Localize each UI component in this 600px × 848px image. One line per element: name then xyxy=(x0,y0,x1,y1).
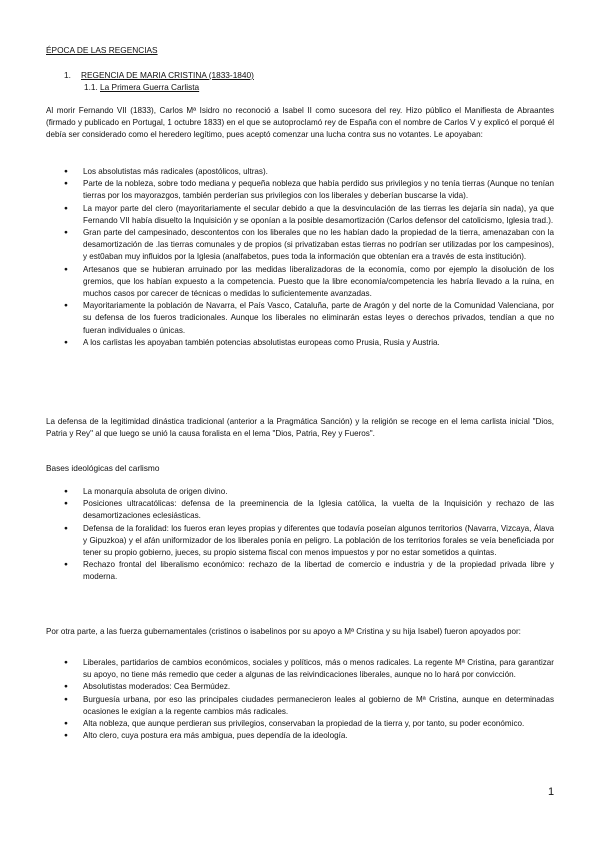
list-item: ● Mayoritariamente la población de Navarra, el País Vasco, Cataluña, parte de Aragón y del norte de la Comunidad Valenciana, por su defensa de los fueros tradicionales. Aunque los liberales no eliminarán estas leyes o derechos privados, tendían a que no fueran individuales o únicas. xyxy=(0,300,600,337)
government-intro-paragraph: Por otra parte, a las fuerza gubernamentales (cristinos o isabelinos por su apoyo a Mª Cristina y su hija Isabel) fueron apoyados por: xyxy=(46,627,521,636)
document-title: ÉPOCA DE LAS REGENCIAS xyxy=(46,45,158,55)
list-item: ● Posiciones ultracatólicas: defensa de la preeminencia de la Iglesia católica, la vuelta de la Inquisición y rechazo de las desamortizaciones eclesiásticas. xyxy=(0,498,600,522)
section-heading-text: REGENCIA DE MARIA CRISTINA (1833-1840) xyxy=(81,70,254,80)
ideological-bases-list xyxy=(0,486,600,584)
list-item: ● A los carlistas les apoyaban también potencias absolutistas europeas como Prusia, Rusia y Austria. xyxy=(0,337,600,349)
subsection-number: 1.1. xyxy=(84,82,98,92)
bases-title: Bases ideológicas del carlismo xyxy=(46,463,160,473)
list-item: ● La mayor parte del clero (mayoritariamente el secular debido a que la desvinculación de las tierras les dejaría sin nada), ya que Fernando VII había disuelto la Inquisición y se oponían a la posible desamortización (Carlos defensor del catolicismo, Iglesia trad.). xyxy=(0,203,600,227)
list-item: ● Artesanos que se hubieran arruinado por las medidas liberalizadoras de la economía, como por ejemplo la disolución de los gremios, que los habían expuesto a la competencia. Puesto que la libre economía/competencia les habría llevado a la ruina, en muchos casos por carecer de técnicas o medidas lo suficientemente avanzadas. xyxy=(0,264,600,301)
list-item: ● Rechazo frontal del liberalismo económico: rechazo de la libertad de comercio e industria y de la propiedad privada libre y moderna. xyxy=(0,559,600,583)
government-supporters-list xyxy=(0,657,600,742)
list-item: ● Alta nobleza, que aunque perdieran sus privilegios, conservaban la propiedad de la tierra y, por tanto, su poder económico. xyxy=(0,718,600,730)
list-item: ● Los absolutistas más radicales (apostólicos, ultras). xyxy=(0,166,600,178)
list-item: ● Parte de la nobleza, sobre todo mediana y pequeña nobleza que había perdido sus privilegios y no tenía tierras (Aunque no tenían tierras por los mayorazgos, también perderían sus privilegios con los liberales y deberían buscarse la vida). xyxy=(0,178,600,202)
list-item: ● Defensa de la foralidad: los fueros eran leyes propias y diferentes que todavía poseían algunos territorios (Navarra, Vizcaya, Álava y Gipuzkoa) y el afán uniformizador de los liberales ponía en peligro. La población de los territorios forales se veía beneficiada por tener su propio gobierno, jueces, su propio sistema fiscal con menos impuestos y por no estar sometidos a quintas. xyxy=(0,523,600,560)
list-item: ● Absolutistas moderados: Cea Bermúdez. xyxy=(0,681,600,693)
subsection-heading-text: La Primera Guerra Carlista xyxy=(100,82,200,92)
intro-paragraph: Al morir Fernando VII (1833), Carlos Mª Isidro no reconoció a Isabel II como sucesora del rey. Hizo público el Manifiesta de Abraantes (firmado y publicado en Portugal, 1 octubre 1833) en el que se autoproclamó rey de España con el nombre de Carlos V y explicó el porqué él debía ser considerado como el heredero legítimo, pues aceptó comenzar una lucha contra sus no votantes. Le apoyaban: xyxy=(46,106,554,140)
section-heading xyxy=(64,69,254,81)
page-number: 1 xyxy=(548,786,555,798)
section-number: 1. xyxy=(64,70,71,80)
list-item: ● Burguesía urbana, por eso las principales ciudades permanecieron leales al gobierno de Mª Cristina, aunque en determinadas ocasiones le exigían a la regente cambios más radicales. xyxy=(0,694,600,718)
carlist-supporters-list xyxy=(0,166,600,349)
list-item: ● La monarquía absoluta de origen divino. xyxy=(0,486,600,498)
legitimacy-paragraph: La defensa de la legitimidad dinástica tradicional (anterior a la Pragmática Sanción) y la religión se recoge en el lema carlista inicial "Dios, Patria y Rey" al que luego se unió la causa foralista en el lema "Dios, Patria, Rey y Fueros". xyxy=(46,417,554,439)
list-item: ● Alto clero, cuya postura era más ambigua, pues dependía de la ideología. xyxy=(0,730,600,742)
list-item: ● Gran parte del campesinado, descontentos con los liberales que no les habían dado la propiedad de la tierra, amenazaban con la desamortización de .las tierras comunales y de propios (si privatizaban estas tierras no podrían ser utilizadas por los campesinos), y est0aban muy influidos por la Iglesia (analfabetos, pues toda la información que obtenían era a través de esta institución). xyxy=(0,227,600,264)
subsection-heading xyxy=(84,81,199,93)
list-item: ● Liberales, partidarios de cambios económicos, sociales y políticos, más o menos radicales. La regente Mª Cristina, para garantizar su apoyo, no tiene más remedio que ceder a algunas de las reivindicaciones liberales, aunque no lo hará por convicción. xyxy=(0,657,600,681)
